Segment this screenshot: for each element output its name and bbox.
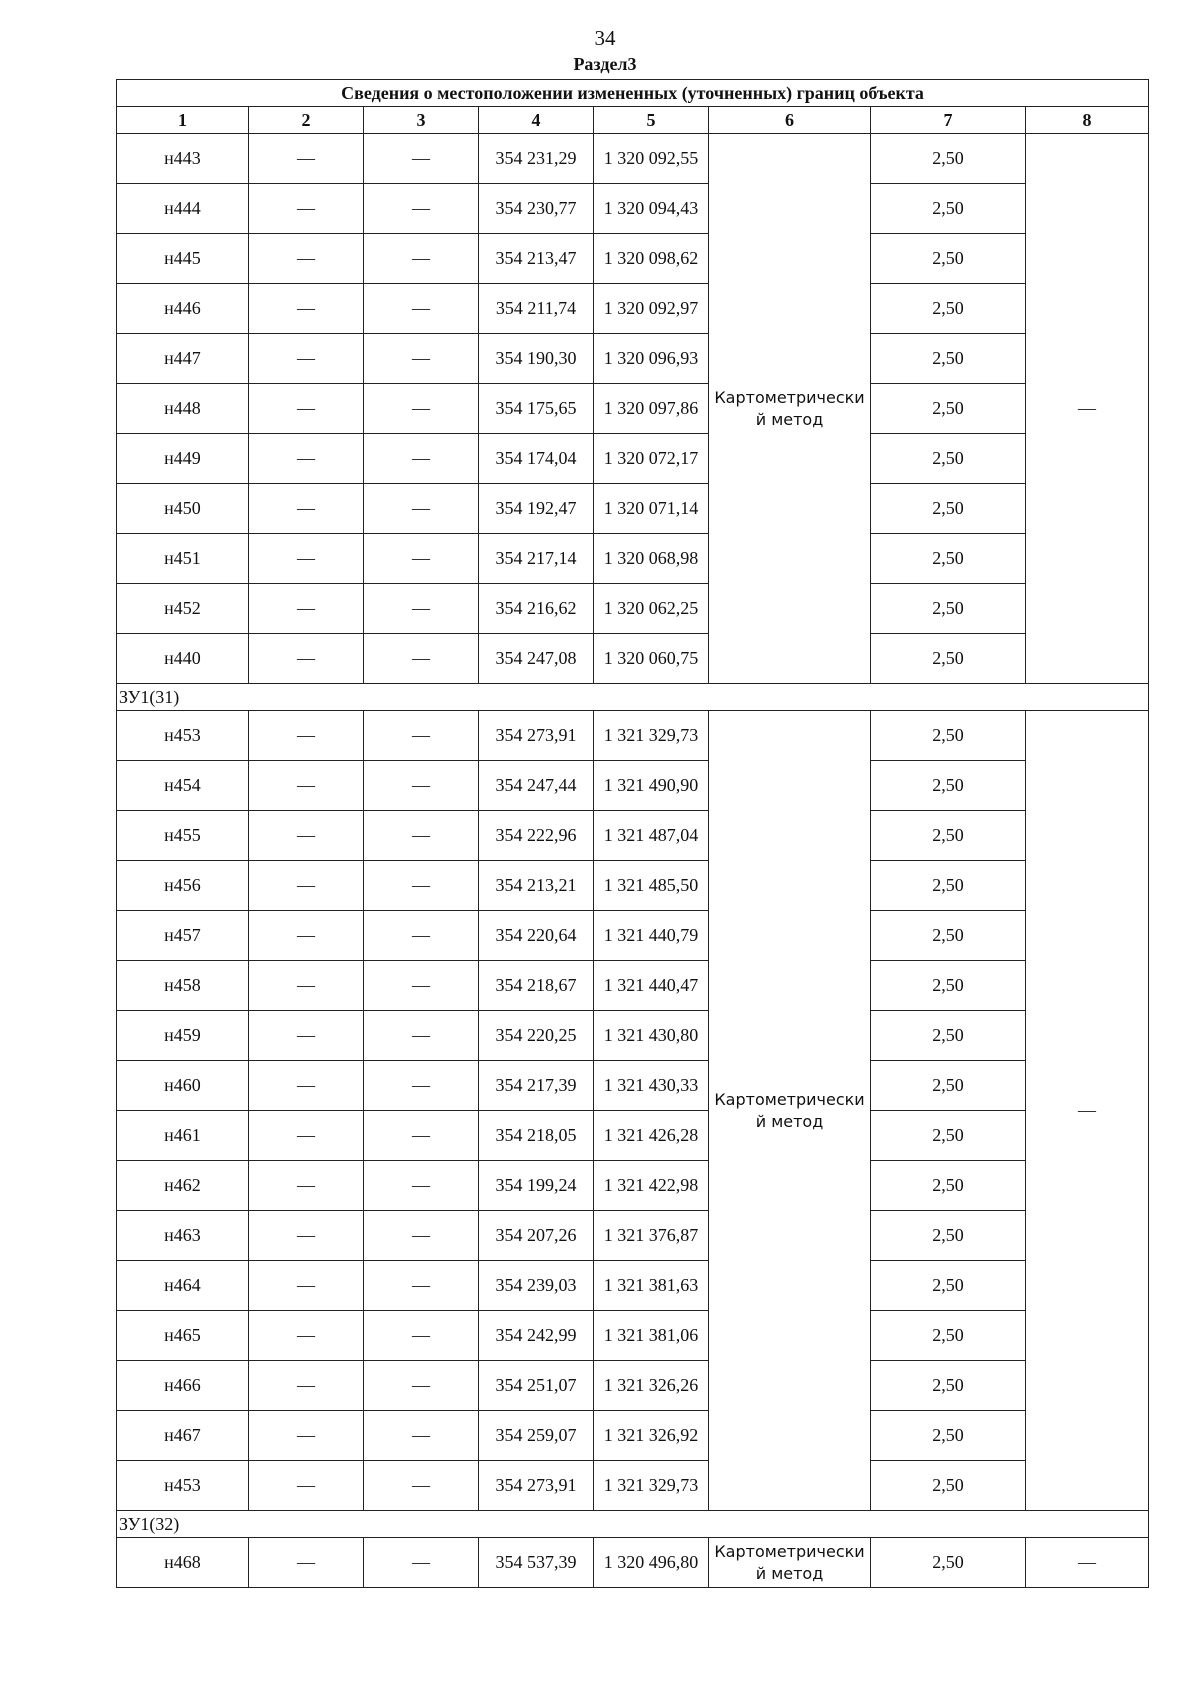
table-row [117, 234, 1149, 284]
col2-cell: — [249, 811, 364, 861]
y-coordinate-cell: 1 320 062,25 [594, 584, 709, 634]
point-name-cell: н465 [117, 1311, 249, 1361]
col2-cell: — [249, 1311, 364, 1361]
table-row [117, 961, 1149, 1011]
point-name-cell: н453 [117, 711, 249, 761]
parcel-group-row [117, 1511, 1149, 1538]
precision-cell: 2,50 [871, 484, 1026, 534]
y-coordinate-cell: 1 320 496,80 [594, 1538, 709, 1588]
point-name-cell: н457 [117, 911, 249, 961]
y-coordinate-cell: 1 321 487,04 [594, 811, 709, 861]
precision-cell: 2,50 [871, 961, 1026, 1011]
precision-cell: 2,50 [871, 434, 1026, 484]
table-row [117, 384, 1149, 434]
precision-cell: 2,50 [871, 811, 1026, 861]
table-row [117, 534, 1149, 584]
y-coordinate-cell: 1 321 426,28 [594, 1111, 709, 1161]
col2-cell: — [249, 1361, 364, 1411]
col3-cell: — [364, 1411, 479, 1461]
col2-cell: — [249, 911, 364, 961]
method-cell: Картометрически й метод [709, 134, 871, 684]
point-name-cell: н452 [117, 584, 249, 634]
table-row [117, 1311, 1149, 1361]
table-row [117, 334, 1149, 384]
precision-cell: 2,50 [871, 384, 1026, 434]
col2-cell: — [249, 861, 364, 911]
col2-cell: — [249, 961, 364, 1011]
table-row [117, 1061, 1149, 1111]
precision-cell: 2,50 [871, 534, 1026, 584]
col2-cell: — [249, 284, 364, 334]
y-coordinate-cell: 1 320 092,97 [594, 284, 709, 334]
table-row [117, 1411, 1149, 1461]
y-coordinate-cell: 1 320 092,55 [594, 134, 709, 184]
y-coordinate-cell: 1 321 490,90 [594, 761, 709, 811]
col2-cell: — [249, 1111, 364, 1161]
precision-cell: 2,50 [871, 634, 1026, 684]
x-coordinate-cell: 354 192,47 [479, 484, 594, 534]
y-coordinate-cell: 1 321 329,73 [594, 711, 709, 761]
column-number: 3 [364, 107, 479, 134]
table-row [117, 1538, 1149, 1588]
col2-cell: — [249, 134, 364, 184]
point-name-cell: н447 [117, 334, 249, 384]
col8-cell: — [1026, 1538, 1149, 1588]
table-row [117, 1011, 1149, 1061]
table-row [117, 634, 1149, 684]
col3-cell: — [364, 811, 479, 861]
point-name-cell: н455 [117, 811, 249, 861]
col3-cell: — [364, 911, 479, 961]
table-row [117, 1261, 1149, 1311]
x-coordinate-cell: 354 218,67 [479, 961, 594, 1011]
x-coordinate-cell: 354 247,44 [479, 761, 594, 811]
col3-cell: — [364, 634, 479, 684]
col2-cell: — [249, 1011, 364, 1061]
x-coordinate-cell: 354 537,39 [479, 1538, 594, 1588]
y-coordinate-cell: 1 320 097,86 [594, 384, 709, 434]
col2-cell: — [249, 434, 364, 484]
y-coordinate-cell: 1 321 376,87 [594, 1211, 709, 1261]
col3-cell: — [364, 1161, 479, 1211]
point-name-cell: н464 [117, 1261, 249, 1311]
y-coordinate-cell: 1 321 381,06 [594, 1311, 709, 1361]
method-cell: Картометрически й метод [709, 1538, 871, 1588]
parcel-label: ЗУ1(31) [117, 684, 1149, 711]
point-name-cell: н440 [117, 634, 249, 684]
col2-cell: — [249, 1461, 364, 1511]
col3-cell: — [364, 1461, 479, 1511]
precision-cell: 2,50 [871, 911, 1026, 961]
y-coordinate-cell: 1 321 381,63 [594, 1261, 709, 1311]
col2-cell: — [249, 1411, 364, 1461]
col3-cell: — [364, 1261, 479, 1311]
x-coordinate-cell: 354 213,21 [479, 861, 594, 911]
col3-cell: — [364, 384, 479, 434]
col3-cell: — [364, 861, 479, 911]
precision-cell: 2,50 [871, 1011, 1026, 1061]
column-number: 7 [871, 107, 1026, 134]
table-row [117, 1211, 1149, 1261]
column-number: 2 [249, 107, 364, 134]
precision-cell: 2,50 [871, 711, 1026, 761]
y-coordinate-cell: 1 321 329,73 [594, 1461, 709, 1511]
point-name-cell: н454 [117, 761, 249, 811]
col3-cell: — [364, 534, 479, 584]
x-coordinate-cell: 354 273,91 [479, 711, 594, 761]
col3-cell: — [364, 711, 479, 761]
column-number: 4 [479, 107, 594, 134]
precision-cell: 2,50 [871, 1538, 1026, 1588]
col2-cell: — [249, 1161, 364, 1211]
column-number: 8 [1026, 107, 1149, 134]
col3-cell: — [364, 1361, 479, 1411]
point-name-cell: н453 [117, 1461, 249, 1511]
x-coordinate-cell: 354 199,24 [479, 1161, 594, 1211]
col3-cell: — [364, 334, 479, 384]
precision-cell: 2,50 [871, 1111, 1026, 1161]
col3-cell: — [364, 234, 479, 284]
x-coordinate-cell: 354 259,07 [479, 1411, 594, 1461]
col2-cell: — [249, 761, 364, 811]
table-row [117, 1111, 1149, 1161]
x-coordinate-cell: 354 231,29 [479, 134, 594, 184]
x-coordinate-cell: 354 220,25 [479, 1011, 594, 1061]
col2-cell: — [249, 234, 364, 284]
x-coordinate-cell: 354 207,26 [479, 1211, 594, 1261]
col3-cell: — [364, 1011, 479, 1061]
column-number: 6 [709, 107, 871, 134]
y-coordinate-cell: 1 321 430,33 [594, 1061, 709, 1111]
precision-cell: 2,50 [871, 284, 1026, 334]
x-coordinate-cell: 354 217,39 [479, 1061, 594, 1111]
column-number: 1 [117, 107, 249, 134]
y-coordinate-cell: 1 320 068,98 [594, 534, 709, 584]
precision-cell: 2,50 [871, 584, 1026, 634]
parcel-label: ЗУ1(32) [117, 1511, 1149, 1538]
col3-cell: — [364, 1538, 479, 1588]
point-name-cell: н456 [117, 861, 249, 911]
x-coordinate-cell: 354 247,08 [479, 634, 594, 684]
point-name-cell: н468 [117, 1538, 249, 1588]
point-name-cell: н461 [117, 1111, 249, 1161]
col2-cell: — [249, 584, 364, 634]
x-coordinate-cell: 354 220,64 [479, 911, 594, 961]
table-row [117, 911, 1149, 961]
table-body [117, 134, 1149, 1588]
precision-cell: 2,50 [871, 1261, 1026, 1311]
col2-cell: — [249, 1061, 364, 1111]
y-coordinate-cell: 1 321 440,79 [594, 911, 709, 961]
table-row [117, 434, 1149, 484]
precision-cell: 2,50 [871, 334, 1026, 384]
col2-cell: — [249, 1261, 364, 1311]
x-coordinate-cell: 354 175,65 [479, 384, 594, 434]
point-name-cell: н467 [117, 1411, 249, 1461]
boundary-coordinates-table [116, 79, 1149, 1588]
point-name-cell: н459 [117, 1011, 249, 1061]
col2-cell: — [249, 1538, 364, 1588]
precision-cell: 2,50 [871, 761, 1026, 811]
y-coordinate-cell: 1 320 071,14 [594, 484, 709, 534]
column-number: 5 [594, 107, 709, 134]
col2-cell: — [249, 534, 364, 584]
precision-cell: 2,50 [871, 1461, 1026, 1511]
col3-cell: — [364, 761, 479, 811]
precision-cell: 2,50 [871, 1211, 1026, 1261]
section-title: Раздел3 [573, 54, 637, 74]
precision-cell: 2,50 [871, 861, 1026, 911]
point-name-cell: н446 [117, 284, 249, 334]
y-coordinate-cell: 1 320 096,93 [594, 334, 709, 384]
table-row [117, 1361, 1149, 1411]
col3-cell: — [364, 584, 479, 634]
x-coordinate-cell: 354 239,03 [479, 1261, 594, 1311]
precision-cell: 2,50 [871, 1161, 1026, 1211]
col3-cell: — [364, 961, 479, 1011]
x-coordinate-cell: 354 211,74 [479, 284, 594, 334]
precision-cell: 2,50 [871, 134, 1026, 184]
table-row [117, 484, 1149, 534]
point-name-cell: н460 [117, 1061, 249, 1111]
col3-cell: — [364, 1111, 479, 1161]
col2-cell: — [249, 384, 364, 434]
y-coordinate-cell: 1 320 094,43 [594, 184, 709, 234]
y-coordinate-cell: 1 321 440,47 [594, 961, 709, 1011]
y-coordinate-cell: 1 321 422,98 [594, 1161, 709, 1211]
table-caption: Сведения о местоположении измененных (уточненных) границ объекта [117, 80, 1149, 107]
method-cell: Картометрически й метод [709, 711, 871, 1511]
precision-cell: 2,50 [871, 184, 1026, 234]
table-row [117, 134, 1149, 184]
col2-cell: — [249, 334, 364, 384]
col3-cell: — [364, 1211, 479, 1261]
col2-cell: — [249, 634, 364, 684]
col3-cell: — [364, 134, 479, 184]
x-coordinate-cell: 354 213,47 [479, 234, 594, 284]
y-coordinate-cell: 1 321 430,80 [594, 1011, 709, 1061]
x-coordinate-cell: 354 174,04 [479, 434, 594, 484]
col3-cell: — [364, 434, 479, 484]
col2-cell: — [249, 1211, 364, 1261]
parcel-group-row [117, 684, 1149, 711]
x-coordinate-cell: 354 222,96 [479, 811, 594, 861]
col2-cell: — [249, 184, 364, 234]
col3-cell: — [364, 1311, 479, 1361]
column-numbers-row [117, 107, 1149, 134]
point-name-cell: н445 [117, 234, 249, 284]
page-number: 34 [594, 26, 616, 50]
table-row [117, 1161, 1149, 1211]
precision-cell: 2,50 [871, 234, 1026, 284]
point-name-cell: н463 [117, 1211, 249, 1261]
col8-cell: — [1026, 711, 1149, 1511]
table-row [117, 861, 1149, 911]
point-name-cell: н466 [117, 1361, 249, 1411]
table-row [117, 184, 1149, 234]
y-coordinate-cell: 1 321 326,26 [594, 1361, 709, 1411]
precision-cell: 2,50 [871, 1361, 1026, 1411]
y-coordinate-cell: 1 321 485,50 [594, 861, 709, 911]
table-row [117, 811, 1149, 861]
point-name-cell: н458 [117, 961, 249, 1011]
y-coordinate-cell: 1 320 060,75 [594, 634, 709, 684]
x-coordinate-cell: 354 218,05 [479, 1111, 594, 1161]
point-name-cell: н448 [117, 384, 249, 434]
x-coordinate-cell: 354 217,14 [479, 534, 594, 584]
x-coordinate-cell: 354 251,07 [479, 1361, 594, 1411]
point-name-cell: н450 [117, 484, 249, 534]
x-coordinate-cell: 354 216,62 [479, 584, 594, 634]
col2-cell: — [249, 484, 364, 534]
point-name-cell: н462 [117, 1161, 249, 1211]
precision-cell: 2,50 [871, 1311, 1026, 1361]
col8-cell: — [1026, 134, 1149, 684]
point-name-cell: н449 [117, 434, 249, 484]
x-coordinate-cell: 354 190,30 [479, 334, 594, 384]
table-row [117, 1461, 1149, 1511]
x-coordinate-cell: 354 242,99 [479, 1311, 594, 1361]
col3-cell: — [364, 484, 479, 534]
precision-cell: 2,50 [871, 1411, 1026, 1461]
precision-cell: 2,50 [871, 1061, 1026, 1111]
table-row [117, 761, 1149, 811]
col3-cell: — [364, 284, 479, 334]
col3-cell: — [364, 1061, 479, 1111]
y-coordinate-cell: 1 320 098,62 [594, 234, 709, 284]
table-row [117, 584, 1149, 634]
point-name-cell: н443 [117, 134, 249, 184]
col3-cell: — [364, 184, 479, 234]
x-coordinate-cell: 354 230,77 [479, 184, 594, 234]
col2-cell: — [249, 711, 364, 761]
y-coordinate-cell: 1 321 326,92 [594, 1411, 709, 1461]
point-name-cell: н444 [117, 184, 249, 234]
y-coordinate-cell: 1 320 072,17 [594, 434, 709, 484]
table-row [117, 284, 1149, 334]
table-row [117, 711, 1149, 761]
point-name-cell: н451 [117, 534, 249, 584]
x-coordinate-cell: 354 273,91 [479, 1461, 594, 1511]
